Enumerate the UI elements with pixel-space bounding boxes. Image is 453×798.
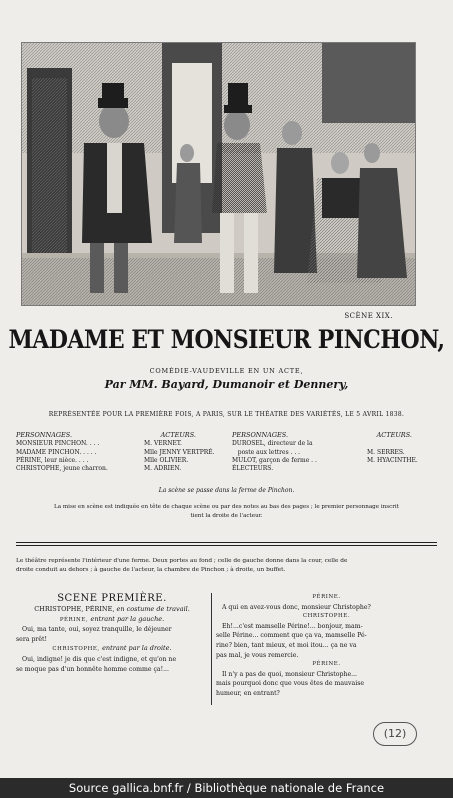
note-line: tient la droite de l'acteur.: [190, 512, 263, 519]
premiere-line: REPRÉSENTÉE POUR LA PREMIÈRE FOIS, A PARIS, SUR LE THÉATRE DES VARIÉTÉS, LE 5 AVRIL 1838.: [48, 411, 405, 418]
stage-direction: [16, 605, 208, 615]
cast-role: ÉLECTEURS.: [232, 465, 274, 473]
page-number-stamp: (12): [373, 722, 417, 746]
column-divider: [211, 593, 212, 705]
scene-heading: SCENE PREMIÈRE.: [57, 593, 167, 604]
setting-line: La scène se passe dans la ferme de Pinchon.: [158, 487, 295, 494]
speech-line: selle Périne... comment que ça va, mamselle Pé-: [216, 632, 367, 640]
cast-list-right: [232, 431, 432, 473]
cast-header-actor: ACTEURS.: [160, 431, 196, 439]
stage-names: CHRISTOPHE, PÉRINE,: [34, 605, 115, 613]
cast-role: DUROSEL, directeur de la: [232, 440, 313, 448]
stage-costume: en costume de travail.: [116, 605, 190, 613]
speaker-label: [16, 615, 208, 626]
text-column-right: [216, 593, 437, 699]
cast-actor: M. HYACINTHE.: [367, 456, 418, 464]
speech-line: sera prêt!: [16, 635, 48, 643]
speech-line: rine? bien, tant mieux, et moi itou... ça ne va: [216, 641, 357, 649]
cast-actor: Mlle OLIVIER.: [144, 456, 189, 464]
cast-role: MONSIEUR PINCHON. . . .: [16, 440, 100, 448]
cast-row: [16, 440, 226, 448]
cast-role: MADAME PINCHON. . . . .: [16, 448, 97, 456]
engraving-scene: [22, 43, 415, 305]
cast-actor: M. ADRIEN.: [144, 465, 182, 473]
cast-list-left: [16, 431, 226, 473]
cast-header-actor: ACTEURS.: [376, 431, 412, 439]
cast-row: [16, 457, 226, 465]
cast-row: [232, 457, 432, 465]
cast-role: PÉRINE, leur nièce. . . .: [16, 456, 89, 464]
source-footer: Source gallica.bnf.fr / Bibliothèque nationale de France: [0, 778, 453, 798]
cast-header: [16, 431, 226, 439]
speaker-action: entrant par la gauche.: [90, 614, 165, 623]
description-line: Le théâtre représente l'intérieur d'une ferme. Deux portes au fond ; celle de gauche donne dans la cour, celle de: [16, 558, 348, 564]
cast-actor: M. VERNET.: [144, 440, 182, 448]
cast-role: poste aux lettres . . .: [232, 448, 301, 456]
speech-line: Eh!...c'est mamselle Périne!... bonjour, mam-: [222, 622, 363, 630]
cast-header-role: PERSONNAGES.: [16, 431, 73, 439]
speech-line: A qui en avez-vous donc, monsieur Christophe?: [222, 603, 371, 611]
cast-actor: [367, 465, 432, 473]
divider-thick: [16, 542, 437, 543]
cast-row: [16, 449, 226, 457]
play-authors: Par MM. Bayard, Dumanoir et Dennery,: [104, 378, 349, 391]
cast-row: [16, 465, 226, 473]
cast-actor: Mlle JENNY VERTPRÉ.: [144, 448, 215, 456]
speech-line: mais pourquoi donc que vous êtes de mauvaise: [216, 680, 365, 688]
description-line: droite conduit au dehors ; à gauche de l'acteur, la chambre de Pinchon ; à droite, un buffet.: [16, 566, 286, 573]
scene-number: SCÈNE XIX.: [344, 312, 393, 320]
speaker-label: PÉRINE.: [312, 594, 341, 600]
speaker-label: CHRISTOPHE.: [302, 613, 351, 620]
speech-line: pas mal, je vous remercie.: [216, 651, 299, 659]
speaker-label: [16, 644, 208, 655]
speaker-action: entrant par la droite.: [102, 644, 172, 653]
cast-role: MULOT, garçon de ferme . .: [232, 456, 317, 464]
play-title: MADAME ET MONSIEUR PINCHON,: [8, 325, 445, 355]
staging-note: [24, 503, 429, 520]
speaker-label: PÉRINE.: [312, 661, 341, 668]
speaker-name: CHRISTOPHE,: [52, 646, 100, 653]
cast-row: [232, 465, 432, 473]
cast-header-role: PERSONNAGES.: [232, 431, 289, 439]
divider-thin: [16, 545, 437, 546]
theatre-description: [16, 557, 437, 574]
cast-role: CHRISTOPHE, jeune charron.: [16, 465, 108, 473]
text-column-left: [16, 593, 208, 674]
engraving-illustration: [21, 42, 416, 306]
cast-actor: M. SERRES.: [367, 448, 405, 456]
speech-line: se moque pas d'un honnête homme comme ça!...: [16, 665, 169, 673]
cast-row: [232, 440, 432, 448]
speech-line: Oui, ma tante, oui, soyez tranquille, le déjeuner: [22, 626, 172, 634]
speaker-name: PÉRINE,: [59, 616, 89, 623]
play-subtitle: COMÉDIE-VAUDEVILLE EN UN ACTE,: [149, 367, 304, 375]
cast-row: [232, 449, 432, 457]
cast-actor: [367, 440, 432, 448]
speech-line: Oui, indigne! je dis que c'est indigne, et qu'on ne: [22, 655, 177, 663]
note-line: La mise en scène est indiquée en tête de chaque scène ou par des notes au bas des pages ; le premier personnage inscrit: [54, 504, 399, 510]
speech-line: humeur, en entrant?: [216, 689, 280, 697]
speech-line: Il n'y a pas de quoi, monsieur Christophe...: [222, 670, 358, 678]
cast-header: [232, 431, 432, 439]
